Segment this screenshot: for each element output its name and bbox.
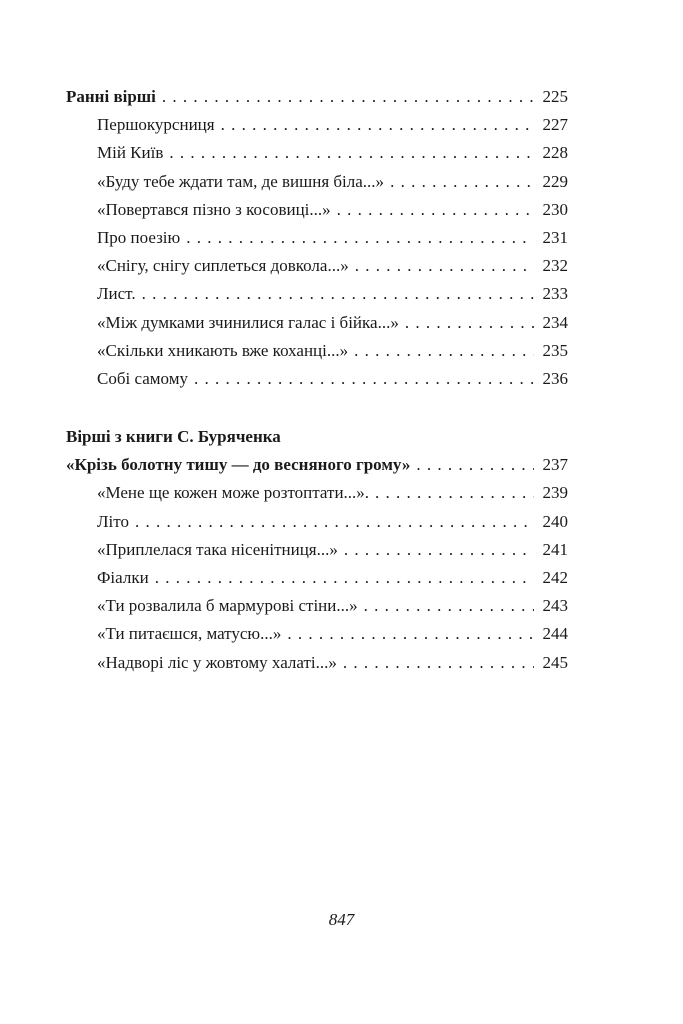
- dot-leader: [364, 592, 534, 620]
- dot-leader: [354, 337, 534, 365]
- page-ref: 244: [542, 624, 568, 644]
- entry-title: «Повертався пізно з косовиці...»: [97, 199, 331, 219]
- page-ref: 231: [542, 227, 568, 247]
- entry-title: «Буду тебе ждати там, де вишня біла...»: [97, 171, 385, 191]
- page-ref: 245: [542, 652, 568, 672]
- dot-leader: [343, 649, 534, 677]
- entry-title: Першокурсниця: [97, 115, 215, 135]
- dot-leader: [162, 83, 534, 111]
- page-ref: 239: [542, 483, 568, 503]
- entry-title: «Снігу, снігу сиплеться довкола...»: [97, 256, 349, 276]
- dot-leader: [194, 365, 534, 393]
- section-title-line2: «Крізь болотну тишу — до весняного грому»: [66, 455, 411, 475]
- dot-leader: [355, 252, 534, 280]
- toc-entry[interactable]: [66, 508, 568, 536]
- toc-entry[interactable]: [66, 139, 568, 167]
- entry-title: Літо: [97, 511, 129, 531]
- dot-leader: [337, 196, 534, 224]
- toc-entry[interactable]: [66, 252, 568, 280]
- entry-title: «Приплелася така нісенітниця...»: [97, 539, 338, 559]
- page-ref: 240: [542, 511, 568, 531]
- section-title: Ранні вірші: [66, 87, 156, 106]
- toc-section-heading[interactable]: [66, 451, 568, 479]
- toc-entry[interactable]: [66, 620, 568, 648]
- toc-entry[interactable]: [66, 337, 568, 365]
- dot-leader: [287, 620, 534, 648]
- entry-title: «Ти питаєшся, матусю...»: [97, 624, 282, 644]
- page-ref: 230: [542, 199, 568, 219]
- toc-entry[interactable]: [66, 592, 568, 620]
- table-of-contents: [66, 83, 568, 677]
- toc-entry[interactable]: [66, 168, 568, 196]
- entry-title: «Ти розвалила б мармурові стіни...»: [97, 596, 358, 616]
- toc-entry[interactable]: [66, 196, 568, 224]
- toc-entry[interactable]: [66, 536, 568, 564]
- toc-entry[interactable]: [66, 280, 568, 308]
- dot-leader: [405, 309, 534, 337]
- page-ref: 236: [542, 368, 568, 388]
- dot-leader: [375, 479, 534, 507]
- toc-entry[interactable]: [66, 309, 568, 337]
- entry-title: «Мене ще кожен може розтоптати...».: [97, 483, 370, 503]
- section-spacer: [66, 393, 568, 423]
- dot-leader: [344, 536, 534, 564]
- toc-entry[interactable]: [66, 564, 568, 592]
- entry-title: «Скільки хникають вже коханці...»: [97, 340, 349, 360]
- page-ref: 228: [542, 143, 568, 163]
- page-ref: 227: [542, 115, 568, 135]
- entry-title: Про поезію: [97, 227, 181, 247]
- section-title-line1: Вірші з книги С. Буряченка: [66, 427, 281, 447]
- page-ref: 242: [542, 568, 568, 587]
- toc-entry[interactable]: [66, 649, 568, 677]
- dot-leader: [142, 280, 534, 308]
- toc-entry[interactable]: [66, 365, 568, 393]
- entry-title: Собі самому: [97, 368, 188, 388]
- toc-section-heading[interactable]: [66, 83, 568, 111]
- page-ref: 235: [542, 340, 568, 360]
- page-ref: 237: [542, 455, 568, 475]
- toc-entry[interactable]: [66, 479, 568, 507]
- entry-title: «Між думками зчинилися галас і бійка...»: [97, 312, 399, 332]
- entry-title: Лист.: [97, 284, 136, 304]
- dot-leader: [390, 168, 534, 196]
- dot-leader: [155, 564, 534, 592]
- page-ref: 232: [542, 256, 568, 276]
- toc-entry[interactable]: [66, 111, 568, 139]
- dot-leader: [186, 224, 534, 252]
- page-ref: 233: [542, 284, 568, 304]
- dot-leader: [416, 451, 534, 479]
- page-number: 847: [328, 910, 355, 929]
- page-ref: 243: [542, 596, 568, 616]
- entry-title: Мій Київ: [97, 143, 164, 163]
- page-ref: 241: [542, 539, 568, 559]
- dot-leader: [135, 508, 534, 536]
- page-ref: 229: [542, 171, 568, 191]
- dot-leader: [221, 111, 534, 139]
- entry-title: «Надворі ліс у жовтому халаті...»: [97, 652, 337, 672]
- dot-leader: [169, 139, 534, 167]
- toc-entry[interactable]: [66, 224, 568, 252]
- entry-title: Фіалки: [97, 568, 149, 587]
- page-ref: 225: [542, 87, 568, 106]
- page-ref: 234: [542, 312, 568, 332]
